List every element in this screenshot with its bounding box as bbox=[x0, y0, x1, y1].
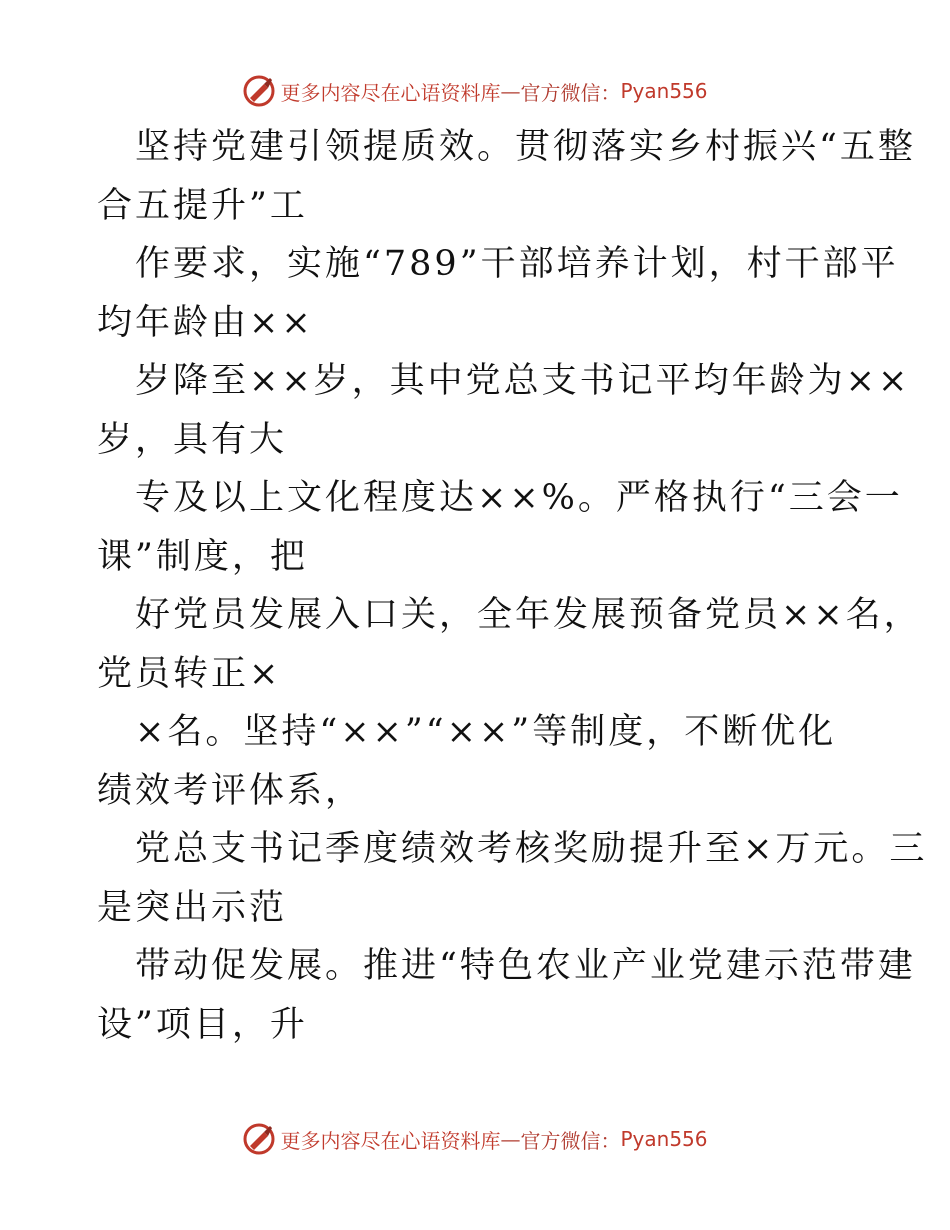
watermark-brand: 更多内容尽在心语资料库 bbox=[280, 80, 501, 105]
watermark-footer bbox=[0, 1119, 950, 1159]
text-line: 是突出示范 bbox=[97, 887, 288, 928]
text-line: 作要求，实施“789”干部培养计划，村干部平 bbox=[135, 244, 899, 284]
text-line: 岁，具有大 bbox=[97, 419, 288, 460]
text-line: 合五提升”工 bbox=[97, 185, 308, 226]
pen-logo-icon bbox=[242, 74, 276, 108]
watermark-label: 官方微信： bbox=[520, 1128, 621, 1153]
watermark-wechat-id: Pyan556 bbox=[620, 1127, 708, 1151]
text-line: 好党员发展入口关，全年发展预备党员××名， bbox=[135, 595, 922, 635]
text-line: ×名。坚持“××”“××”等制度，不断优化 bbox=[135, 712, 837, 752]
text-line: 专及以上文化程度达××%。严格执行“三会一 bbox=[135, 478, 903, 518]
watermark-wechat-id: Pyan556 bbox=[620, 79, 708, 103]
watermark-header bbox=[0, 71, 950, 111]
text-line: 岁降至××岁，其中党总支书记平均年龄为×× bbox=[135, 361, 911, 401]
watermark-label: 官方微信： bbox=[520, 80, 621, 105]
pen-logo-icon bbox=[242, 1122, 276, 1156]
text-line: 均年龄由×× bbox=[97, 302, 314, 343]
text-line: 带动促发展。推进“特色农业产业党建示范带建 bbox=[135, 946, 916, 986]
text-line: 坚持党建引领提质效。贯彻落实乡村振兴“五整 bbox=[135, 127, 916, 167]
text-line: 党总支书记季度绩效考核奖励提升至×万元。三 bbox=[135, 829, 928, 869]
text-line: 绩效考评体系， bbox=[97, 770, 364, 811]
document-body bbox=[97, 118, 928, 1054]
text-line: 课”制度，把 bbox=[97, 536, 308, 577]
watermark-dash: — bbox=[500, 1127, 521, 1151]
watermark-dash: — bbox=[500, 79, 521, 103]
text-line: 设”项目，升 bbox=[97, 1004, 308, 1045]
text-line: 党员转正× bbox=[97, 653, 282, 694]
watermark-brand: 更多内容尽在心语资料库 bbox=[280, 1128, 501, 1153]
